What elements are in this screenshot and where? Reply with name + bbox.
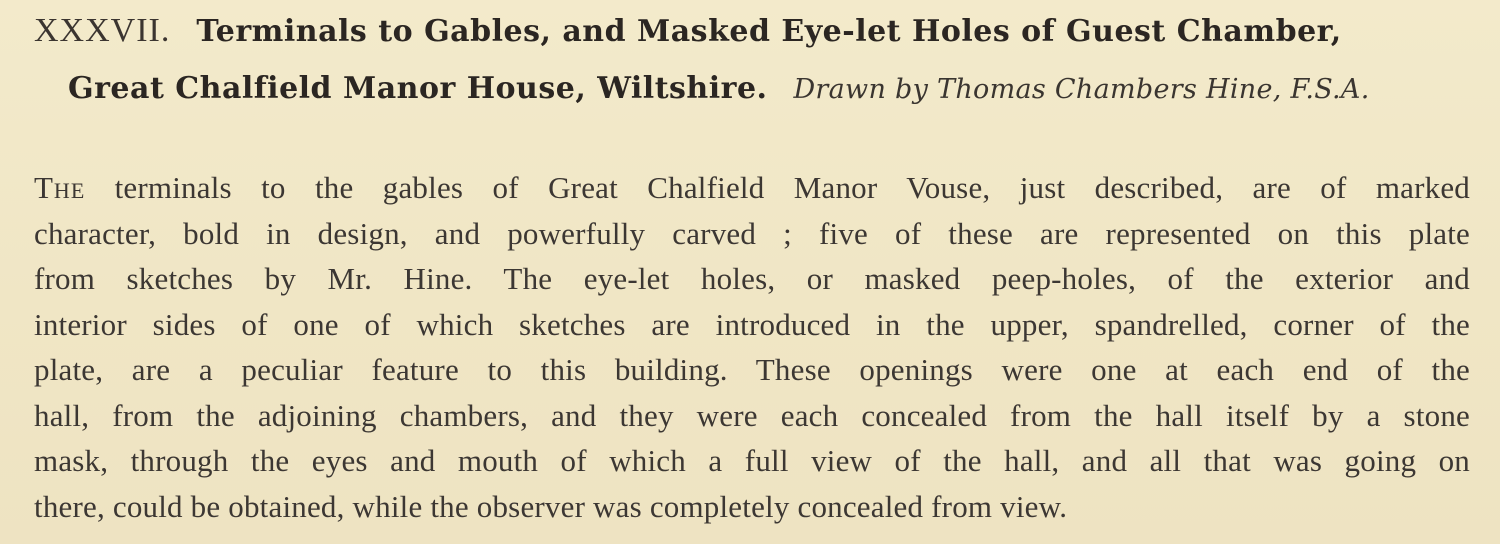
body-line: from sketches by Mr. Hine. The eye-let holes, or masked peep-holes, of the exterior and — [34, 261, 1470, 296]
body-paragraph — [34, 165, 1470, 529]
body-line: plate, are a peculiar feature to this building. These openings were one at each end of the — [34, 352, 1470, 387]
plate-attribution: Drawn by Thomas Chambers Hine, F.S.A. — [793, 74, 1370, 105]
body-line: interior sides of one of which sketches are introduced in the upper, spandrelled, corner of the — [34, 306, 1470, 342]
heading-line-2 — [68, 66, 1474, 112]
body-line-text: terminals to the gables of Great Chalfield Manor Vouse, just described, are of marked — [114, 170, 1470, 205]
heading-line-1 — [34, 8, 1474, 54]
body-line — [34, 165, 1470, 211]
plate-title-line-1: Terminals to Gables, and Masked Eye-let Holes of Guest Chamber, — [196, 14, 1342, 49]
body-line-last: there, could be obtained, while the observer was completely concealed from view. — [34, 488, 1068, 524]
body-line: character, bold in design, and powerfully carved ; five of these are represented on this plate — [34, 215, 1470, 251]
plate-number: XXXVII. — [34, 12, 171, 49]
plate-title-line-2: Great Chalfield Manor House, Wiltshire. — [68, 71, 768, 106]
body-line: mask, through the eyes and mouth of which a full view of the hall, and all that was going on — [34, 443, 1470, 478]
body-line: hall, from the adjoining chambers, and they were each concealed from the hall itself by a stone — [34, 397, 1470, 433]
lead-word: The — [34, 170, 86, 205]
plate-heading — [34, 8, 1474, 112]
